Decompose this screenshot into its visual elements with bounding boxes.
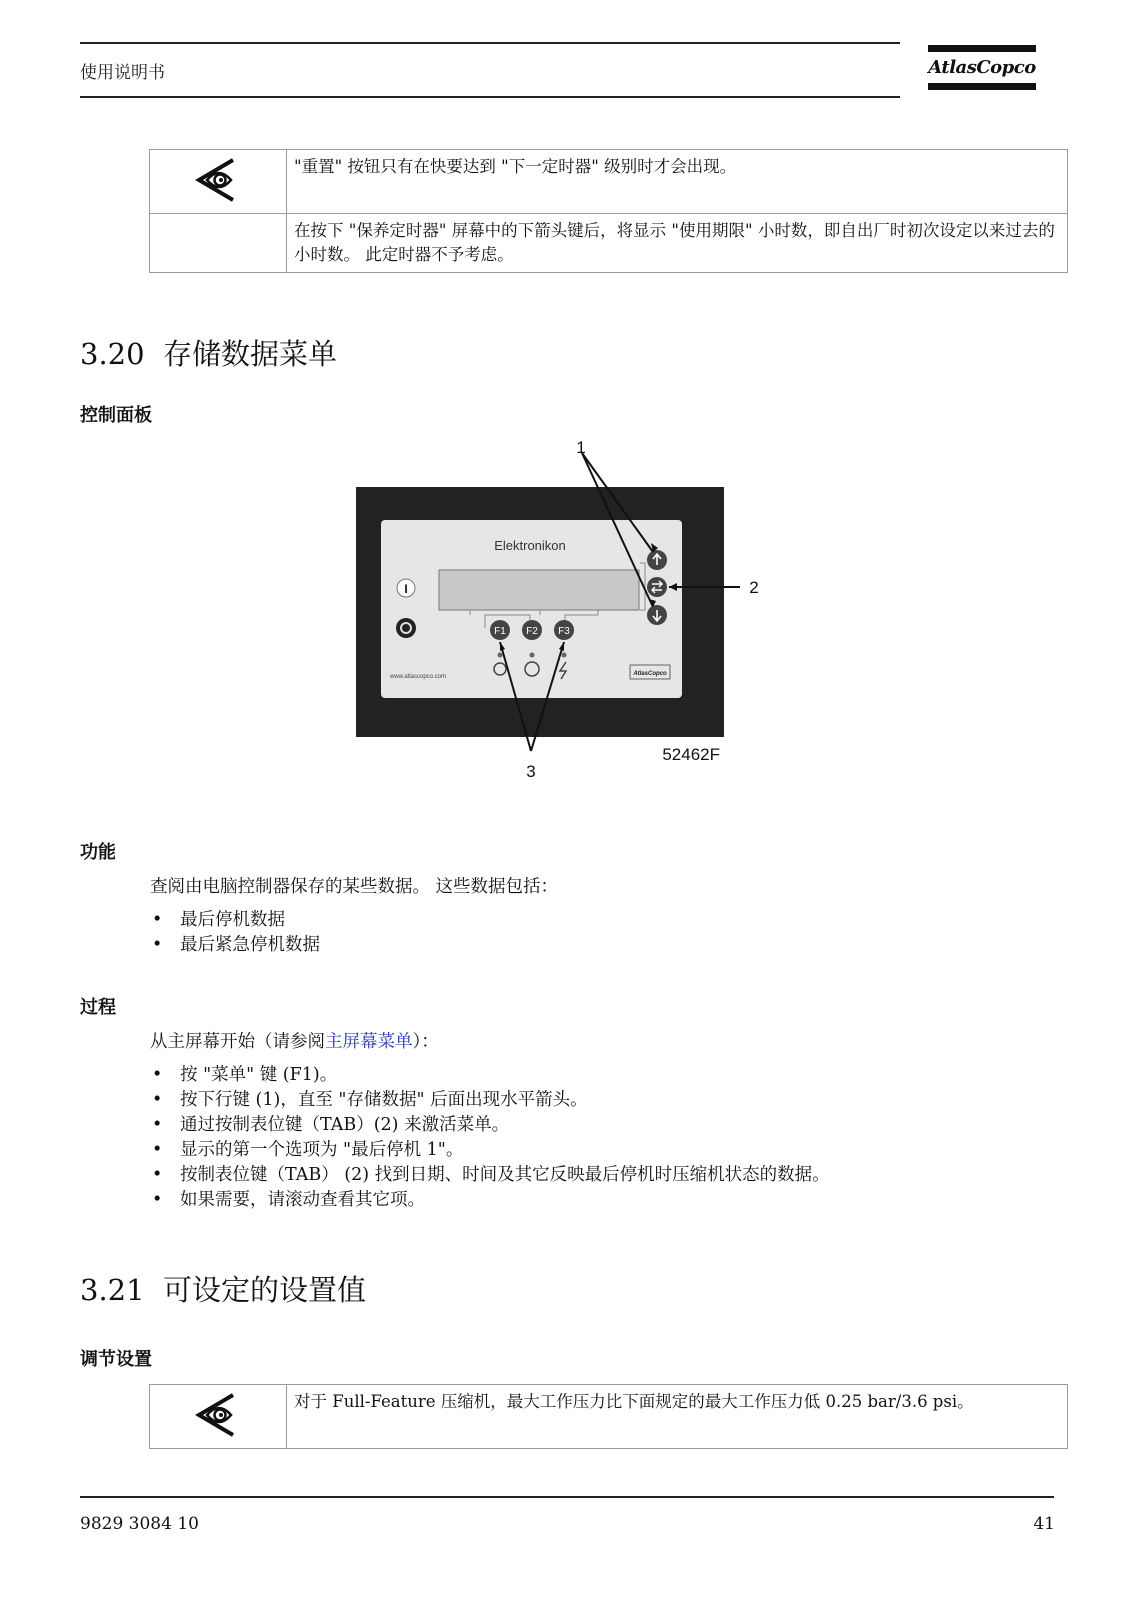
list-item: • 按下行键 (1)，直至 "存储数据" 后面出现水平箭头。 (150, 1088, 830, 1113)
section-heading-3-21: 3.21 可设定的设置值 (80, 1273, 367, 1307)
eye-note-icon (193, 156, 243, 204)
procedure-intro-end: ）： (412, 1032, 439, 1052)
list-item: • 最后停机数据 (150, 908, 320, 933)
eye-note-icon (193, 1391, 243, 1439)
start-symbol: I (404, 582, 408, 596)
list-item: • 按制表位键（TAB） (2) 找到日期、时间及其它反映最后停机时压缩机状态的数据。 (150, 1163, 830, 1188)
atlas-copco-logo (928, 45, 1036, 90)
tab-key (647, 577, 667, 597)
procedure-intro-text: 从主屏幕开始（请参阅 (150, 1032, 325, 1052)
figure-code: 52462F (662, 745, 720, 764)
list-item: • 显示的第一个选项为 "最后停机 1"。 (150, 1138, 830, 1163)
lcd-display (439, 570, 639, 610)
note-text-3: 对于 Full-Feature 压缩机，最大工作压力比下面规定的最大工作压力低 0.25 bar/3.6 psi。 (287, 1385, 1068, 1449)
note-icon-cell (150, 150, 287, 214)
procedure-intro (150, 1028, 439, 1053)
procedure-list (150, 1063, 830, 1213)
footer-rule (80, 1496, 1054, 1498)
note-text-2: 在按下 "保养定时器" 屏幕中的下箭头键后，将显示 "使用期限" 小时数，即自出厂时初次设定以来过去的小时数。 此定时器不予考虑。 (287, 214, 1068, 273)
main-screen-menu-link[interactable]: 主屏幕菜单 (325, 1032, 413, 1052)
stop-button (396, 618, 416, 638)
list-item: • 如果需要，请滚动查看其它项。 (150, 1188, 830, 1213)
control-panel-figure (340, 435, 810, 805)
list-item: • 通过按制表位键（TAB）(2) 来激活菜单。 (150, 1113, 830, 1138)
note-table-2 (149, 1384, 1068, 1449)
procedure-label: 过程 (80, 997, 116, 1018)
logo-top-bar (928, 45, 1036, 52)
control-panel-diagram (340, 435, 810, 805)
header-top-rule (80, 42, 900, 44)
callout-1-number: 1 (576, 438, 586, 457)
led-3 (562, 653, 567, 658)
led-2 (530, 653, 535, 658)
panel-logo: AtlasCopco (633, 671, 667, 677)
function-label: 功能 (80, 842, 116, 863)
f2-label: F2 (526, 626, 538, 637)
function-text: 查阅由电脑控制器保存的某些数据。 这些数据包括： (150, 877, 559, 897)
callout-2-number: 2 (749, 578, 759, 597)
control-panel-label: 控制面板 (80, 405, 152, 426)
header-bottom-rule (80, 96, 900, 98)
led-1 (498, 653, 503, 658)
note-text-1: "重置" 按钮只有在快要达到 "下一定时器" 级别时才会出现。 (287, 150, 1068, 214)
brand-label: Elektronikon (494, 538, 566, 553)
f1-label: F1 (494, 626, 506, 637)
panel-url: www.atlascopco.com (390, 674, 447, 680)
note-icon-cell (150, 1385, 287, 1449)
adjust-settings-label: 调节设置 (80, 1349, 152, 1370)
doc-number: 9829 3084 10 (80, 1514, 199, 1534)
list-item: • 按 "菜单" 键 (F1)。 (150, 1063, 830, 1088)
header-title: 使用说明书 (80, 63, 165, 83)
list-item: • 最后紧急停机数据 (150, 933, 320, 958)
logo-bottom-bar (928, 83, 1036, 90)
f3-label: F3 (558, 626, 570, 637)
function-list (150, 908, 320, 958)
section-heading-3-20: 3.20 存储数据菜单 (80, 337, 338, 371)
page-number: 41 (1033, 1514, 1055, 1534)
callout-3-number: 3 (526, 762, 536, 781)
logo-wordmark: AtlasCopco (928, 57, 1036, 78)
note-empty-cell (150, 214, 287, 273)
note-table-1 (149, 149, 1068, 273)
